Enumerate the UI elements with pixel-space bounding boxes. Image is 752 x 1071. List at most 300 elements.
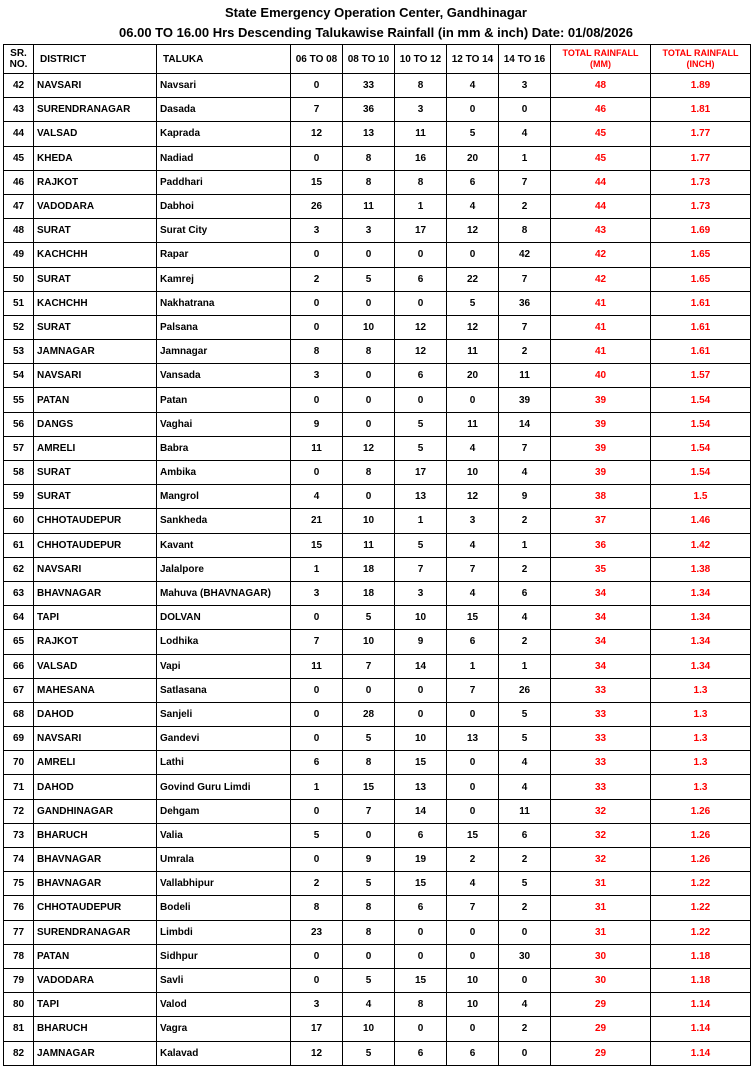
cell-total-mm: 33 [551,727,651,751]
cell-taluka: Kamrej [157,267,291,291]
cell-10-to-12: 14 [395,799,447,823]
cell-10-to-12: 10 [395,727,447,751]
cell-district: SURAT [34,461,157,485]
cell-14-to-16: 4 [499,775,551,799]
cell-district: SURENDRANAGAR [34,98,157,122]
table-row [4,243,751,267]
cell-district: TAPI [34,993,157,1017]
cell-total-mm: 39 [551,436,651,460]
cell-sr-no: 81 [4,1017,34,1041]
cell-district: DAHOD [34,775,157,799]
table-row [4,727,751,751]
cell-sr-no: 43 [4,98,34,122]
cell-06-to-08: 0 [291,388,343,412]
cell-total-inch: 1.81 [651,98,751,122]
cell-total-mm: 33 [551,751,651,775]
cell-district: KACHCHH [34,243,157,267]
cell-14-to-16: 26 [499,678,551,702]
cell-sr-no: 75 [4,872,34,896]
table-row [4,461,751,485]
cell-total-mm: 41 [551,340,651,364]
cell-district: PATAN [34,388,157,412]
cell-12-to-14: 10 [447,968,499,992]
cell-taluka: Jalalpore [157,557,291,581]
cell-08-to-10: 8 [343,146,395,170]
cell-12-to-14: 6 [447,630,499,654]
cell-taluka: Vallabhipur [157,872,291,896]
cell-taluka: Bodeli [157,896,291,920]
table-row [4,872,751,896]
cell-12-to-14: 12 [447,315,499,339]
cell-14-to-16: 1 [499,146,551,170]
cell-total-mm: 42 [551,243,651,267]
cell-district: GANDHINAGAR [34,799,157,823]
cell-06-to-08: 26 [291,194,343,218]
cell-total-mm: 32 [551,799,651,823]
cell-sr-no: 51 [4,291,34,315]
cell-total-inch: 1.54 [651,461,751,485]
cell-total-inch: 1.26 [651,799,751,823]
cell-10-to-12: 5 [395,412,447,436]
cell-total-inch: 1.89 [651,74,751,98]
cell-sr-no: 65 [4,630,34,654]
cell-district: JAMNAGAR [34,1041,157,1065]
cell-14-to-16: 4 [499,606,551,630]
cell-district: KHEDA [34,146,157,170]
cell-06-to-08: 3 [291,993,343,1017]
cell-total-inch: 1.77 [651,122,751,146]
cell-08-to-10: 0 [343,485,395,509]
table-row [4,315,751,339]
cell-12-to-14: 3 [447,509,499,533]
cell-total-inch: 1.22 [651,872,751,896]
cell-12-to-14: 1 [447,654,499,678]
cell-total-mm: 32 [551,848,651,872]
cell-district: SURAT [34,485,157,509]
cell-06-to-08: 0 [291,944,343,968]
cell-10-to-12: 0 [395,678,447,702]
cell-taluka: Valod [157,993,291,1017]
cell-sr-no: 55 [4,388,34,412]
cell-taluka: Dabhoi [157,194,291,218]
cell-sr-no: 74 [4,848,34,872]
table-row [4,146,751,170]
cell-14-to-16: 8 [499,219,551,243]
cell-14-to-16: 0 [499,98,551,122]
cell-total-inch: 1.22 [651,920,751,944]
cell-06-to-08: 7 [291,630,343,654]
cell-10-to-12: 3 [395,581,447,605]
cell-08-to-10: 8 [343,461,395,485]
cell-08-to-10: 8 [343,170,395,194]
cell-total-mm: 34 [551,581,651,605]
cell-total-inch: 1.38 [651,557,751,581]
cell-14-to-16: 9 [499,485,551,509]
cell-14-to-16: 7 [499,315,551,339]
cell-sr-no: 57 [4,436,34,460]
cell-14-to-16: 14 [499,412,551,436]
cell-06-to-08: 2 [291,267,343,291]
cell-06-to-08: 11 [291,436,343,460]
cell-total-inch: 1.3 [651,775,751,799]
cell-12-to-14: 12 [447,219,499,243]
cell-06-to-08: 2 [291,872,343,896]
table-row [4,944,751,968]
cell-total-mm: 39 [551,412,651,436]
cell-10-to-12: 10 [395,606,447,630]
cell-total-inch: 1.61 [651,315,751,339]
cell-14-to-16: 7 [499,170,551,194]
table-row [4,702,751,726]
cell-sr-no: 70 [4,751,34,775]
cell-14-to-16: 4 [499,122,551,146]
cell-total-mm: 31 [551,920,651,944]
table-row [4,485,751,509]
cell-district: NAVSARI [34,557,157,581]
cell-taluka: Surat City [157,219,291,243]
cell-06-to-08: 0 [291,678,343,702]
cell-10-to-12: 19 [395,848,447,872]
cell-district: JAMNAGAR [34,340,157,364]
cell-14-to-16: 5 [499,872,551,896]
cell-06-to-08: 15 [291,170,343,194]
cell-14-to-16: 2 [499,848,551,872]
cell-sr-no: 46 [4,170,34,194]
cell-total-mm: 33 [551,775,651,799]
cell-12-to-14: 0 [447,775,499,799]
cell-sr-no: 56 [4,412,34,436]
table-body [4,74,751,1066]
cell-district: VADODARA [34,194,157,218]
table-row [4,1017,751,1041]
cell-10-to-12: 17 [395,461,447,485]
cell-district: VALSAD [34,654,157,678]
table-row [4,436,751,460]
cell-12-to-14: 22 [447,267,499,291]
cell-12-to-14: 12 [447,485,499,509]
cell-sr-no: 79 [4,968,34,992]
cell-10-to-12: 0 [395,388,447,412]
cell-06-to-08: 1 [291,775,343,799]
cell-08-to-10: 28 [343,702,395,726]
cell-06-to-08: 4 [291,485,343,509]
cell-12-to-14: 20 [447,364,499,388]
cell-14-to-16: 0 [499,920,551,944]
cell-06-to-08: 3 [291,219,343,243]
cell-taluka: Vansada [157,364,291,388]
table-row [4,557,751,581]
table-row [4,775,751,799]
cell-08-to-10: 3 [343,219,395,243]
cell-10-to-12: 6 [395,823,447,847]
col-header-10-to-12: 10 TO 12 [395,45,447,74]
cell-total-mm: 36 [551,533,651,557]
cell-total-inch: 1.18 [651,944,751,968]
col-header-district: DISTRICT [34,45,157,74]
cell-total-inch: 1.73 [651,170,751,194]
cell-district: BHAVNAGAR [34,581,157,605]
col-header-12-to-14: 12 TO 14 [447,45,499,74]
cell-08-to-10: 10 [343,509,395,533]
cell-14-to-16: 2 [499,557,551,581]
cell-total-inch: 1.3 [651,678,751,702]
cell-08-to-10: 12 [343,436,395,460]
cell-12-to-14: 20 [447,146,499,170]
table-row [4,751,751,775]
cell-district: KACHCHH [34,291,157,315]
cell-12-to-14: 0 [447,1017,499,1041]
cell-10-to-12: 0 [395,920,447,944]
cell-total-inch: 1.34 [651,606,751,630]
cell-06-to-08: 0 [291,291,343,315]
cell-district: RAJKOT [34,170,157,194]
cell-10-to-12: 12 [395,340,447,364]
cell-08-to-10: 8 [343,340,395,364]
cell-10-to-12: 6 [395,267,447,291]
cell-10-to-12: 5 [395,533,447,557]
cell-06-to-08: 15 [291,533,343,557]
cell-08-to-10: 15 [343,775,395,799]
cell-taluka: Govind Guru Limdi [157,775,291,799]
cell-08-to-10: 5 [343,872,395,896]
cell-08-to-10: 4 [343,993,395,1017]
cell-total-inch: 1.3 [651,751,751,775]
cell-14-to-16: 0 [499,1041,551,1065]
cell-taluka: Vapi [157,654,291,678]
report-subtitle: 06.00 TO 16.00 Hrs Descending Talukawise Rainfall (in mm & inch) Date: 01/08/2026 [119,25,633,40]
cell-taluka: Mangrol [157,485,291,509]
cell-sr-no: 53 [4,340,34,364]
cell-total-inch: 1.26 [651,823,751,847]
cell-14-to-16: 5 [499,727,551,751]
cell-total-inch: 1.61 [651,340,751,364]
table-row [4,388,751,412]
cell-10-to-12: 16 [395,146,447,170]
cell-total-mm: 44 [551,170,651,194]
table-row [4,122,751,146]
cell-taluka: Sankheda [157,509,291,533]
cell-12-to-14: 11 [447,412,499,436]
cell-total-mm: 39 [551,461,651,485]
cell-taluka: Limbdi [157,920,291,944]
cell-14-to-16: 1 [499,654,551,678]
cell-total-mm: 31 [551,872,651,896]
table-header-row [4,45,751,74]
cell-district: NAVSARI [34,74,157,98]
cell-total-mm: 46 [551,98,651,122]
cell-06-to-08: 12 [291,1041,343,1065]
cell-14-to-16: 2 [499,1017,551,1041]
cell-total-inch: 1.61 [651,291,751,315]
cell-total-mm: 29 [551,1041,651,1065]
cell-06-to-08: 0 [291,799,343,823]
cell-10-to-12: 15 [395,968,447,992]
cell-14-to-16: 11 [499,799,551,823]
cell-taluka: Nadiad [157,146,291,170]
cell-12-to-14: 0 [447,702,499,726]
cell-10-to-12: 6 [395,896,447,920]
table-row [4,267,751,291]
cell-total-inch: 1.34 [651,630,751,654]
cell-14-to-16: 4 [499,993,551,1017]
cell-08-to-10: 10 [343,315,395,339]
cell-06-to-08: 6 [291,751,343,775]
cell-taluka: Kaprada [157,122,291,146]
report-title: State Emergency Operation Center, Gandhinagar [225,5,527,20]
cell-sr-no: 59 [4,485,34,509]
cell-sr-no: 82 [4,1041,34,1065]
table-row [4,340,751,364]
cell-08-to-10: 5 [343,267,395,291]
cell-06-to-08: 0 [291,727,343,751]
table-row [4,291,751,315]
cell-14-to-16: 3 [499,74,551,98]
cell-14-to-16: 30 [499,944,551,968]
cell-06-to-08: 21 [291,509,343,533]
cell-district: DAHOD [34,702,157,726]
cell-district: VALSAD [34,122,157,146]
table-row [4,920,751,944]
cell-taluka: Dasada [157,98,291,122]
cell-10-to-12: 0 [395,1017,447,1041]
cell-district: BHARUCH [34,823,157,847]
cell-12-to-14: 4 [447,194,499,218]
cell-12-to-14: 4 [447,581,499,605]
cell-total-inch: 1.57 [651,364,751,388]
cell-06-to-08: 0 [291,968,343,992]
rainfall-table [3,44,751,1066]
cell-10-to-12: 3 [395,98,447,122]
cell-12-to-14: 10 [447,993,499,1017]
cell-08-to-10: 0 [343,243,395,267]
cell-total-mm: 30 [551,968,651,992]
cell-taluka: Vaghai [157,412,291,436]
cell-06-to-08: 17 [291,1017,343,1041]
cell-08-to-10: 5 [343,1041,395,1065]
cell-total-mm: 41 [551,315,651,339]
cell-14-to-16: 7 [499,436,551,460]
cell-14-to-16: 4 [499,461,551,485]
cell-total-inch: 1.14 [651,1017,751,1041]
cell-taluka: Lodhika [157,630,291,654]
table-row [4,509,751,533]
col-header-total-mm: TOTAL RAINFALL (MM) [551,45,651,74]
cell-taluka: Savli [157,968,291,992]
cell-08-to-10: 10 [343,630,395,654]
col-header-06-to-08: 06 TO 08 [291,45,343,74]
cell-14-to-16: 0 [499,968,551,992]
cell-total-mm: 29 [551,993,651,1017]
cell-08-to-10: 33 [343,74,395,98]
cell-district: SURAT [34,267,157,291]
cell-12-to-14: 4 [447,74,499,98]
cell-total-inch: 1.34 [651,581,751,605]
cell-sr-no: 72 [4,799,34,823]
cell-sr-no: 47 [4,194,34,218]
cell-12-to-14: 10 [447,461,499,485]
cell-total-mm: 43 [551,219,651,243]
cell-taluka: Ambika [157,461,291,485]
cell-district: PATAN [34,944,157,968]
cell-10-to-12: 13 [395,485,447,509]
table-row [4,194,751,218]
cell-10-to-12: 12 [395,315,447,339]
cell-10-to-12: 6 [395,1041,447,1065]
cell-08-to-10: 0 [343,944,395,968]
table-row [4,968,751,992]
table-row [4,678,751,702]
cell-06-to-08: 5 [291,823,343,847]
cell-total-mm: 35 [551,557,651,581]
cell-taluka: Umrala [157,848,291,872]
cell-sr-no: 76 [4,896,34,920]
table-row [4,533,751,557]
cell-sr-no: 60 [4,509,34,533]
cell-total-mm: 45 [551,146,651,170]
cell-10-to-12: 1 [395,509,447,533]
cell-12-to-14: 6 [447,1041,499,1065]
cell-14-to-16: 6 [499,823,551,847]
cell-district: AMRELI [34,751,157,775]
cell-total-inch: 1.65 [651,267,751,291]
cell-10-to-12: 15 [395,751,447,775]
table-row [4,98,751,122]
cell-sr-no: 68 [4,702,34,726]
cell-sr-no: 71 [4,775,34,799]
cell-taluka: Nakhatrana [157,291,291,315]
cell-14-to-16: 11 [499,364,551,388]
report-header [0,0,752,44]
cell-district: MAHESANA [34,678,157,702]
cell-total-mm: 32 [551,823,651,847]
cell-sr-no: 52 [4,315,34,339]
cell-total-inch: 1.14 [651,1041,751,1065]
cell-12-to-14: 0 [447,920,499,944]
cell-08-to-10: 0 [343,412,395,436]
cell-08-to-10: 11 [343,533,395,557]
cell-06-to-08: 0 [291,315,343,339]
cell-08-to-10: 10 [343,1017,395,1041]
cell-total-inch: 1.65 [651,243,751,267]
cell-sr-no: 45 [4,146,34,170]
cell-10-to-12: 5 [395,436,447,460]
cell-10-to-12: 0 [395,702,447,726]
cell-taluka: Gandevi [157,727,291,751]
cell-taluka: Babra [157,436,291,460]
cell-sr-no: 54 [4,364,34,388]
cell-06-to-08: 0 [291,848,343,872]
cell-sr-no: 61 [4,533,34,557]
cell-06-to-08: 0 [291,243,343,267]
cell-12-to-14: 2 [447,848,499,872]
cell-10-to-12: 0 [395,944,447,968]
cell-06-to-08: 3 [291,364,343,388]
cell-08-to-10: 11 [343,194,395,218]
cell-total-inch: 1.26 [651,848,751,872]
cell-district: BHARUCH [34,1017,157,1041]
cell-06-to-08: 8 [291,340,343,364]
cell-12-to-14: 0 [447,799,499,823]
cell-08-to-10: 0 [343,823,395,847]
cell-10-to-12: 8 [395,74,447,98]
cell-06-to-08: 9 [291,412,343,436]
cell-total-mm: 38 [551,485,651,509]
cell-sr-no: 77 [4,920,34,944]
table-row [4,170,751,194]
cell-total-inch: 1.5 [651,485,751,509]
cell-taluka: Kalavad [157,1041,291,1065]
cell-12-to-14: 0 [447,243,499,267]
